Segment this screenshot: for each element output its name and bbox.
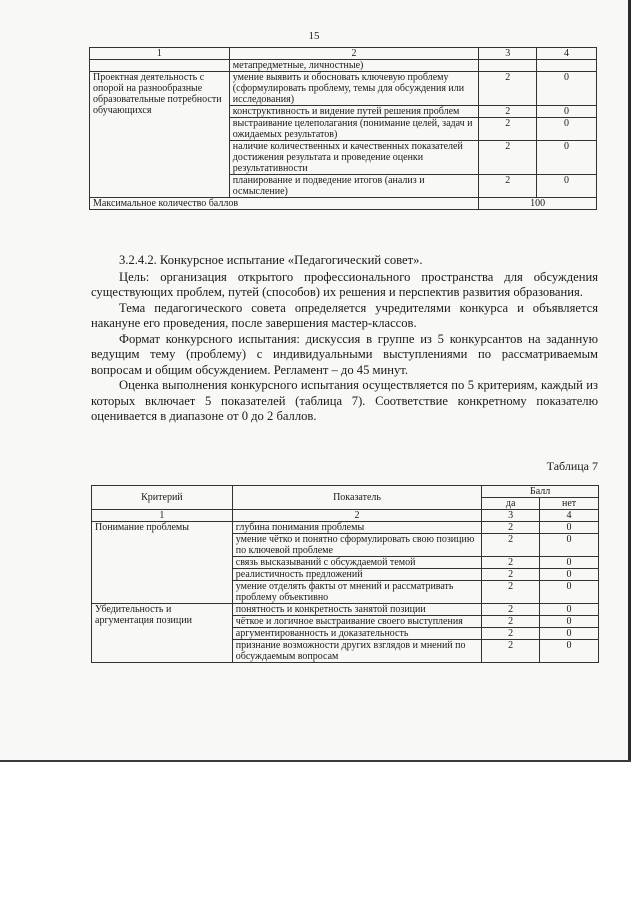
score-no: 0 bbox=[537, 141, 597, 175]
col-number-2: 2 bbox=[229, 48, 478, 60]
table-header-row bbox=[92, 486, 599, 498]
col-number-1: 1 bbox=[90, 48, 230, 60]
score-yes: 2 bbox=[482, 534, 540, 557]
score-no: 0 bbox=[540, 581, 599, 604]
table-row bbox=[90, 72, 597, 106]
score-yes: 2 bbox=[482, 640, 540, 663]
scan-edge-right bbox=[628, 0, 631, 762]
col-number-1: 1 bbox=[92, 510, 233, 522]
score-yes: 2 bbox=[482, 604, 540, 616]
score-no: 0 bbox=[540, 534, 599, 557]
max-score-label: Максимальное количество баллов bbox=[90, 198, 479, 210]
criteria-table-continued bbox=[89, 47, 597, 210]
score-no: 0 bbox=[537, 72, 597, 106]
body-text bbox=[91, 253, 598, 425]
score-yes: 2 bbox=[479, 72, 537, 106]
col-number-2: 2 bbox=[232, 510, 481, 522]
indicator-cell: умение отделять факты от мнений и рассматривать проблему объективно bbox=[232, 581, 481, 604]
page-number: 15 bbox=[308, 30, 320, 42]
score-no: 0 bbox=[540, 616, 599, 628]
indicator-cell: связь высказываний с обсуждаемой темой bbox=[232, 557, 481, 569]
col-number-3: 3 bbox=[482, 510, 540, 522]
criterion-cell: Понимание проблемы bbox=[92, 522, 233, 604]
indicator-cell: понятность и конкретность занятой позиции bbox=[232, 604, 481, 616]
col-number-3: 3 bbox=[479, 48, 537, 60]
paragraph-evaluation: Оценка выполнения конкурсного испытания осуществляется по 5 критериям, каждый из которых включает 5 показателей (таблица 7). Соответствие конкретному показателю оценивается в диапазоне от 0 до 2 баллов. bbox=[91, 378, 598, 423]
table-caption: Таблица 7 bbox=[546, 459, 598, 473]
indicator-cell: наличие количественных и качественных показателей достижения результата и проведение оценки результативности bbox=[229, 141, 478, 175]
score-no: 0 bbox=[540, 604, 599, 616]
continuation-cell: метапредметные, личностные) bbox=[229, 60, 478, 72]
score-no: 0 bbox=[537, 175, 597, 198]
indicator-cell: чёткое и логичное выстраивание своего выступления bbox=[232, 616, 481, 628]
table-row bbox=[90, 60, 597, 72]
table-header-row bbox=[90, 48, 597, 60]
score-yes: 2 bbox=[482, 628, 540, 640]
score-yes: 2 bbox=[479, 141, 537, 175]
header-score: Балл bbox=[482, 486, 599, 498]
indicator-cell: умение чётко и понятно сформулировать свою позицию по ключевой проблеме bbox=[232, 534, 481, 557]
table-row bbox=[92, 522, 599, 534]
score-no: 0 bbox=[540, 640, 599, 663]
score-yes: 2 bbox=[479, 106, 537, 118]
max-score-row bbox=[90, 198, 597, 210]
score-no: 0 bbox=[537, 106, 597, 118]
score-no: 0 bbox=[540, 569, 599, 581]
header-no: нет bbox=[540, 498, 599, 510]
indicator-cell: признание возможности других взглядов и мнений по обсуждаемым вопросам bbox=[232, 640, 481, 663]
paragraph-topic: Тема педагогического совета определяется учредителями конкурса и объявляется накануне его проведения, после завершения мастер-классов. bbox=[91, 300, 598, 330]
score-yes: 2 bbox=[479, 118, 537, 141]
indicator-cell: аргументированность и доказательность bbox=[232, 628, 481, 640]
score-yes: 2 bbox=[482, 616, 540, 628]
col-number-4: 4 bbox=[540, 510, 599, 522]
header-yes: да bbox=[482, 498, 540, 510]
score-yes: 2 bbox=[482, 581, 540, 604]
table-number-row bbox=[92, 510, 599, 522]
criterion-cell: Убедительность и аргументация позиции bbox=[92, 604, 233, 663]
score-yes: 2 bbox=[479, 175, 537, 198]
table-7 bbox=[91, 485, 599, 663]
indicator-cell: реалистичность предложений bbox=[232, 569, 481, 581]
table-row bbox=[92, 604, 599, 616]
scan-edge-bottom bbox=[0, 760, 631, 762]
indicator-cell: умение выявить и обосновать ключевую проблему (сформулировать проблему, темы для обсуждения или исследования) bbox=[229, 72, 478, 106]
score-yes: 2 bbox=[482, 569, 540, 581]
score-yes: 2 bbox=[482, 522, 540, 534]
paragraph-format: Формат конкурсного испытания: дискуссия в группе из 5 конкурсантов на заданную ведущим тему (проблему) с индивидуальными выступлениями по рассматриваемым вопросам и общим обсуждением. Регламент – до 45 минут. bbox=[91, 331, 598, 377]
header-criterion: Критерий bbox=[92, 486, 233, 510]
indicator-cell: выстраивание целеполагания (понимание целей, задач и ожидаемых результатов) bbox=[229, 118, 478, 141]
col-number-4: 4 bbox=[537, 48, 597, 60]
indicator-cell: планирование и подведение итогов (анализ и осмысление) bbox=[229, 175, 478, 198]
paragraph-goal: Цель: организация открытого профессионального пространства для обсуждения существующих проблем, путей (способов) их решения и перспектив развития образования. bbox=[91, 269, 598, 299]
max-score-value: 100 bbox=[479, 198, 597, 210]
criterion-cell: Проектная деятельность с опорой на разнообразные образовательные потребности обучающихся bbox=[90, 72, 230, 198]
score-no: 0 bbox=[537, 118, 597, 141]
score-no: 0 bbox=[540, 557, 599, 569]
score-yes: 2 bbox=[482, 557, 540, 569]
indicator-cell: глубина понимания проблемы bbox=[232, 522, 481, 534]
header-indicator: Показатель bbox=[232, 486, 481, 510]
section-heading: 3.2.4.2. Конкурсное испытание «Педагогический совет». bbox=[119, 253, 423, 267]
score-no: 0 bbox=[540, 628, 599, 640]
score-no: 0 bbox=[540, 522, 599, 534]
indicator-cell: конструктивность и видение путей решения проблем bbox=[229, 106, 478, 118]
